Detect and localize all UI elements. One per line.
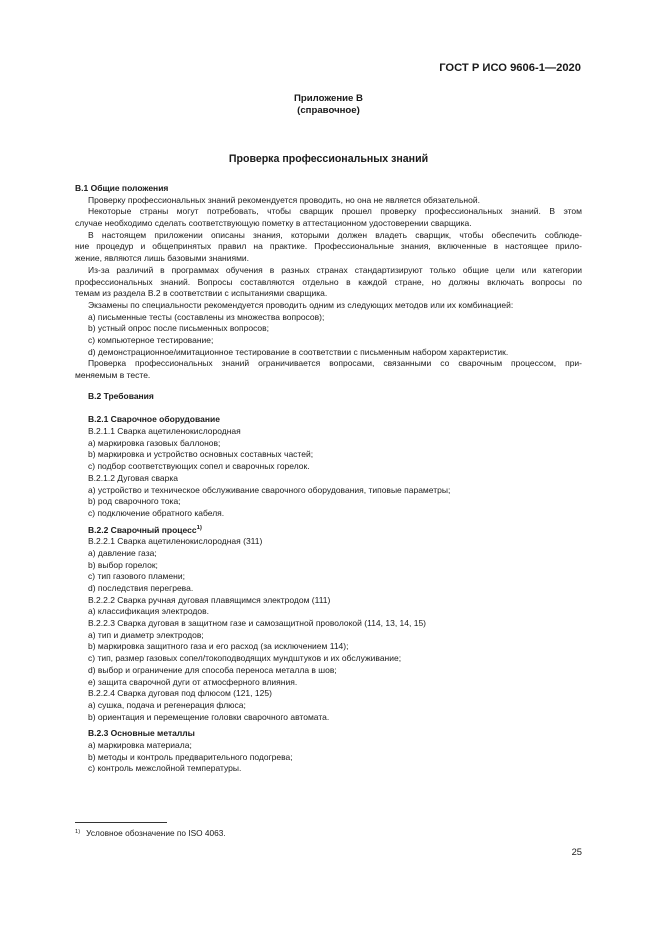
clause-line: В.2.2.2 Сварка ручная дуговая плавящимся электродом (111) <box>88 594 331 605</box>
paragraph-line: Из-за различий в программах обучения в разных странах стандартизируют только общие цели или категории <box>88 264 582 275</box>
list-item: c) тип, размер газовых сопел/токоподводящих мундштуков и их обслуживание; <box>88 653 402 664</box>
list-item: b) устный опрос после письменных вопросов; <box>88 323 270 334</box>
list-item: a) сушка, подача и регенерация флюса; <box>88 699 246 710</box>
list-item: d) последствия перегрева. <box>88 583 194 593</box>
subsection-heading-text: В.2.2 Сварочный процесс <box>88 524 197 535</box>
appendix-main-title: Проверка профессиональных знаний <box>228 153 429 165</box>
paragraph-line: жение, являются лишь базовыми знаниями. <box>75 253 250 264</box>
paragraph-line: Проверку профессиональных знаний рекомендуется проводить, но она не является обязательной. <box>88 194 480 205</box>
section-heading-b1: В.1 Общие положения <box>75 183 169 193</box>
list-item: c) компьютерное тестирование; <box>88 334 214 345</box>
list-item: b) маркировка и устройство основных составных частей; <box>88 449 314 460</box>
list-item: c) тип газового пламени; <box>88 571 185 582</box>
paragraph-line: меняемым в тесте. <box>75 370 151 380</box>
list-item: b) род сварочного тока; <box>88 496 181 507</box>
list-item: a) письменные тесты (составлены из множества вопросов); <box>88 311 325 322</box>
paragraph-line: случае необходимо сделать соответствующую пометку в аттестационном удостоверении сварщика. <box>75 218 472 229</box>
footnote-text: Условное обозначение по ISO 4063. <box>86 828 226 838</box>
list-item: b) выбор горелок; <box>88 559 158 570</box>
footnote-marker: 1) <box>75 829 81 835</box>
list-item: b) ориентация и перемещение головки сварочного автомата. <box>88 711 330 722</box>
list-item: c) подбор соответствующих сопел и сварочных горелок. <box>88 461 310 472</box>
paragraph-line: В настоящем приложении описаны знания, которыми должен владеть сварщик, чтобы обеспечить соблюде- <box>88 229 582 240</box>
appendix-title: Приложение В <box>294 93 363 104</box>
list-item: d) выбор и ограничение для способа переноса металла в шов; <box>88 664 337 675</box>
list-item: c) подключение обратного кабеля. <box>88 507 225 518</box>
list-item: a) маркировка материала; <box>88 739 192 750</box>
clause-line: В.2.1.1 Сварка ацетиленокислородная <box>88 426 241 437</box>
paragraph-line: профессиональных знаний. Вопросы составляются отдельно в каждой стране, но должны включать вопросы по <box>75 276 582 287</box>
list-item: b) методы и контроль предварительного подогрева; <box>88 751 293 762</box>
appendix-subtitle: (справочное) <box>297 105 360 116</box>
list-item: a) маркировка газовых баллонов; <box>88 437 221 448</box>
subsection-heading-b21: В.2.1 Сварочное оборудование <box>88 414 220 425</box>
standard-designation: ГОСТ Р ИСО 9606-1—2020 <box>439 62 581 74</box>
appendix-body <box>75 183 582 775</box>
clause-line: В.2.2.4 Сварка дуговая под флюсом (121, 125) <box>88 688 272 699</box>
footnote <box>75 828 226 838</box>
list-item: a) классификация электродов. <box>88 606 210 617</box>
page-number: 25 <box>571 846 582 857</box>
list-item: d) демонстрационное/имитационное тестирование в соответствии с письменным набором характеристик. <box>88 346 509 357</box>
list-item: a) устройство и техническое обслуживание сварочного оборудования, типовые параметры; <box>88 484 451 495</box>
paragraph-line: Проверка профессиональных знаний ограничивается вопросами, связанными со сварочным процессом, при- <box>88 358 582 369</box>
section-heading-b2: В.2 Требования <box>88 390 154 401</box>
list-item: b) маркировка защитного газа и его расход (за исключением 114); <box>88 641 349 652</box>
clause-line: В.2.2.3 Сварка дуговая в защитном газе и самозащитной проволокой (114, 13, 14, 15) <box>88 618 427 629</box>
clause-line: В.2.1.2 Дуговая сварка <box>88 472 179 483</box>
subsection-heading-b22 <box>75 525 582 537</box>
footnote-reference: 1) <box>196 524 202 531</box>
paragraph-line: Экзамены по специальности рекомендуется проводить одним из следующих методов или их комбинацией: <box>88 299 514 310</box>
paragraph-line: Некоторые страны могут потребовать, чтобы сварщик прошел проверку профессиональных знаний. В этом <box>88 206 582 217</box>
paragraph-line: темам из раздела В.2 в соответствии с испытаниями сварщика. <box>75 288 328 299</box>
footnote-separator <box>75 822 167 823</box>
clause-line: В.2.2.1 Сварка ацетиленокислородная (311) <box>88 536 263 547</box>
list-item: a) давление газа; <box>88 547 157 558</box>
subsection-heading-b23: В.2.3 Основные металлы <box>88 728 195 739</box>
list-item: e) защита сварочной дуги от атмосферного влияния. <box>88 676 298 687</box>
list-item: c) контроль межслойной температуры. <box>88 763 242 774</box>
paragraph-line: ние процедур и общепринятых правил на практике. Профессиональные знания, включенные в настоящее прило- <box>75 241 582 252</box>
list-item: a) тип и диаметр электродов; <box>88 629 204 640</box>
